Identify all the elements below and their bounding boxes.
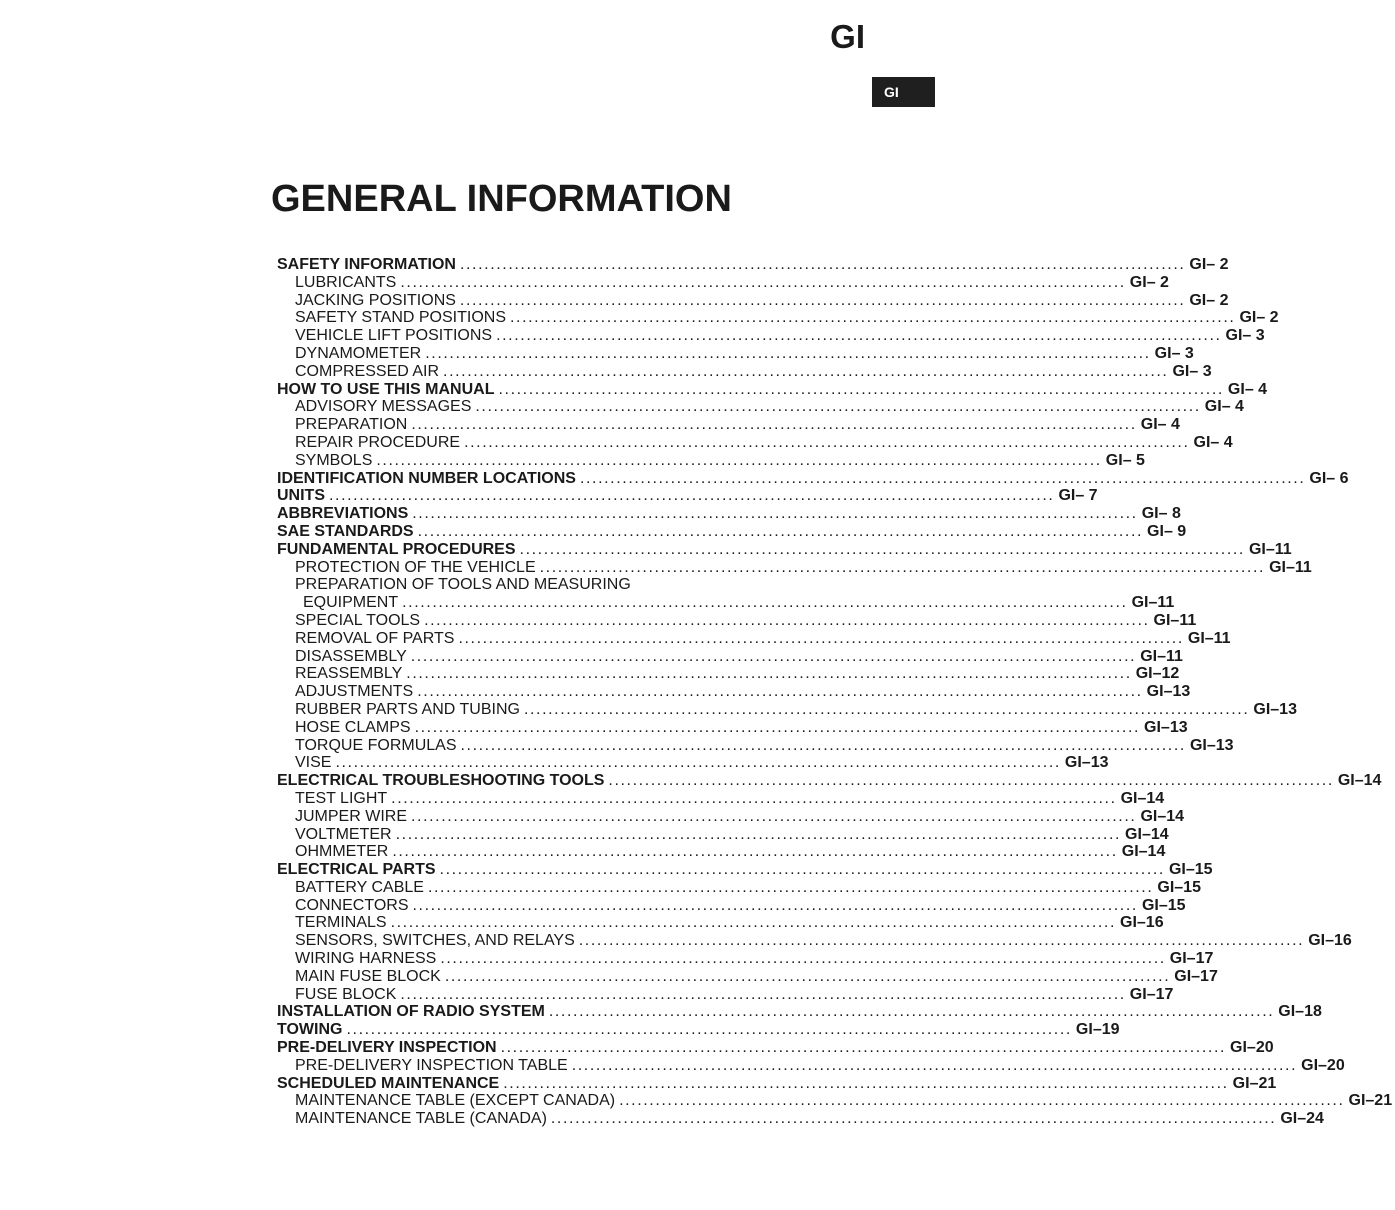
toc-entry-label: VISE [295,754,332,772]
toc-page-number: GI– 2 [1189,291,1229,309]
toc-entry-label: RUBBER PARTS AND TUBING [295,700,520,718]
toc-subsection-entry[interactable] [277,665,1180,683]
toc-entry-label: CONNECTORS [295,896,409,914]
toc-dot-leader: ........................................................................................................................ [410,647,1137,665]
toc-dot-leader: ........................................................................................................................ [392,843,1118,861]
toc-entry-label: MAINTENANCE TABLE (CANADA) [295,1110,547,1128]
toc-page-number: GI–11 [1131,594,1175,612]
toc-page-number: GI–14 [1120,789,1165,807]
toc-page-number: GI–17 [1129,985,1174,1003]
toc-entry-label: ELECTRICAL TROUBLESHOOTING TOOLS [277,772,605,790]
toc-dot-leader: ........................................................................................................................ [417,522,1144,540]
toc-entry-label: SAE STANDARDS [277,522,414,540]
toc-section-entry[interactable] [277,487,1098,505]
toc-subsection-entry[interactable] [277,416,1180,434]
toc-subsection-entry[interactable] [277,718,1188,737]
toc-dot-leader: ........................................................................................................................ [402,594,1128,612]
toc-dot-leader: ........................................................................................................................ [376,451,1102,469]
toc-page-number: GI–14 [1125,825,1169,843]
toc-subsection-entry[interactable] [277,825,1169,844]
toc-dot-leader: ........................................................................................................................ [346,1021,1072,1039]
toc-section-entry[interactable] [277,540,1292,559]
toc-entry-label: LUBRICANTS [295,273,397,291]
toc-subsection-entry[interactable] [277,327,1265,345]
toc-subsection-entry[interactable] [277,1092,1393,1110]
toc-page-number: GI–24 [1280,1110,1324,1128]
toc-subsection-entry[interactable] [277,1056,1345,1075]
toc-page-number: GI–21 [1348,1092,1393,1110]
toc-entry-label: MAIN FUSE BLOCK [295,967,441,985]
toc-subsection-entry[interactable] [277,683,1191,701]
toc-section-entry[interactable] [277,256,1229,274]
toc-dot-leader: ........................................................................................................................ [539,558,1266,576]
toc-page-number: GI–13 [1253,700,1297,718]
toc-dot-leader: ........................................................................................................................ [329,487,1055,505]
section-tab-marker[interactable] [872,77,935,107]
toc-page-number: GI–15 [1141,896,1186,914]
toc-dot-leader: ........................................................................................................................ [391,789,1117,807]
toc-page-number: GI– 4 [1227,380,1268,398]
toc-page-number: GI–12 [1135,665,1180,683]
toc-subsection-entry[interactable] [277,807,1185,826]
toc-subsection-entry[interactable] [277,985,1174,1004]
toc-subsection-entry[interactable] [277,398,1244,416]
toc-entry-label: DISASSEMBLY [295,647,407,665]
toc-entry-label: DYNAMOMETER [295,344,422,362]
toc-entry-label: SYMBOLS [295,451,373,469]
toc-page-number: GI– 4 [1204,398,1244,416]
toc-dot-leader: ........................................................................................................................ [459,256,1186,273]
toc-subsection-entry[interactable] [277,451,1145,470]
toc-dot-leader: ........................................................................................................................ [464,433,1190,451]
toc-entry-label: TORQUE FORMULAS [295,736,457,754]
toc-subsection-entry[interactable] [277,273,1169,292]
section-code-label: GI [830,18,865,55]
toc-page-number: GI–20 [1230,1039,1274,1057]
page-title: GENERAL INFORMATION [271,178,732,220]
toc-entry-label: SENSORS, SWITCHES, AND RELAYS [295,932,575,950]
toc-subsection-entry[interactable] [277,843,1166,861]
toc-page-number: GI–15 [1168,861,1213,879]
toc-subsection-entry[interactable] [277,736,1234,755]
toc-subsection-entry[interactable] [277,950,1214,968]
toc-dot-leader: ........................................................................................................................ [440,950,1166,968]
toc-page-number: GI–17 [1169,950,1214,968]
toc-dot-leader: ........................................................................................................................ [417,683,1143,701]
toc-section-entry[interactable] [277,1074,1277,1093]
toc-page-number: GI–13 [1144,718,1188,736]
toc-entry-label: IDENTIFICATION NUMBER LOCATIONS [277,469,576,487]
toc-dot-leader: ........................................................................................................................ [390,914,1117,932]
toc-entry-label: PREPARATION [295,416,408,434]
toc-entry-label: OHMMETER [295,843,389,861]
toc-page-number: GI–13 [1064,754,1109,772]
toc-subsection-entry[interactable] [277,611,1197,630]
toc-section-entry[interactable] [277,861,1213,879]
toc-dot-leader: ........................................................................................................................ [548,1003,1275,1021]
toc-entry-label: VOLTMETER [295,825,392,843]
toc-dot-leader: ........................................................................................................................ [523,700,1250,718]
toc-entry-label: SPECIAL TOOLS [295,611,421,629]
toc-dot-leader: ........................................................................................................................ [411,416,1137,434]
toc-dot-leader: ........................................................................................................................ [443,362,1169,380]
toc-entry-label: MAINTENANCE TABLE (EXCEPT CANADA) [295,1092,616,1110]
toc-page-number: GI– 9 [1147,522,1187,540]
toc-entry-label: TERMINALS [295,914,387,932]
toc-page-number: GI– 6 [1309,469,1349,487]
toc-page-number: GI– 2 [1239,309,1279,327]
toc-dot-leader: ........................................................................................................................ [400,273,1126,291]
toc-section-entry[interactable] [277,469,1349,488]
toc-subsection-entry[interactable] [277,878,1201,897]
toc-section-entry[interactable] [277,380,1268,399]
toc-subsection-entry[interactable] [277,291,1229,310]
toc-page-number: GI– 8 [1141,505,1181,523]
toc-entry-label: REPAIR PROCEDURE [295,433,461,451]
toc-dot-leader: ........................................................................................................................ [475,398,1201,416]
toc-page-number: GI–16 [1120,914,1164,932]
toc-entry-label: ADVISORY MESSAGES [295,398,472,416]
toc-page-number: GI–13 [1189,736,1234,754]
toc-page-number: GI–14 [1140,807,1185,825]
toc-dot-leader: ........................................................................................................................ [411,807,1137,825]
toc-entry-label: PRE-DELIVERY INSPECTION [277,1039,497,1057]
toc-page-number: GI– 4 [1140,416,1180,434]
toc-page-number: GI–15 [1157,878,1201,896]
toc-dot-leader: ........................................................................................................................ [412,505,1138,523]
toc-dot-leader: ........................................................................................................................ [510,309,1236,327]
toc-dot-leader: ........................................................................................................................ [498,380,1224,398]
toc-page-number: GI–11 [1248,540,1292,558]
toc-dot-leader: ........................................................................................................................ [458,629,1184,647]
toc-subsection-entry[interactable] [277,789,1165,808]
toc-subsection-entry[interactable] [277,1110,1324,1128]
toc-subsection-entry[interactable] [277,576,701,594]
toc-entry-label: PROTECTION OF THE VEHICLE [295,558,536,576]
toc-subsection-entry[interactable] [277,932,1352,950]
toc-page-number: GI– 3 [1225,327,1265,345]
toc-dot-leader: ........................................................................................................................ [571,1056,1298,1074]
toc-page-number: GI– 4 [1193,433,1233,451]
toc-dot-leader: ........................................................................................................................ [444,967,1171,985]
toc-entry-label: TEST LIGHT [295,789,388,807]
toc-dot-leader: ........................................................................................................................ [578,932,1305,950]
toc-dot-leader: ........................................................................................................................ [496,327,1222,345]
toc-subsection-entry[interactable] [277,647,1183,666]
toc-dot-leader: ........................................................................................................................ [608,772,1334,790]
toc-dot-leader: ........................................................................................................................ [503,1074,1229,1092]
toc-subsection-entry[interactable] [277,309,1279,327]
toc-subsection-entry[interactable] [277,433,1233,452]
toc-entry-label: WIRING HARNESS [295,950,437,968]
toc-dot-leader: ........................................................................................................................ [579,469,1306,487]
toc-page-number: GI–11 [1269,558,1312,576]
toc-section-entry[interactable] [277,772,1382,790]
toc-page-number: GI–11 [1140,647,1183,665]
toc-page-number: GI–13 [1146,683,1191,701]
toc-dot-leader: ........................................................................................................................ [414,718,1141,736]
toc-page-number: GI–18 [1278,1003,1322,1021]
toc-section-entry[interactable] [277,1039,1274,1057]
toc-page-number: GI– 5 [1105,451,1145,469]
table-of-contents [277,256,1393,1128]
toc-entry-label: BATTERY CABLE [295,878,424,896]
toc-entry-label: FUSE BLOCK [295,985,397,1003]
toc-entry-label: PREPARATION OF TOOLS AND MEASURING [295,576,631,594]
toc-dot-leader: ........................................................................................................................ [439,861,1165,879]
toc-page-number: GI–21 [1232,1074,1277,1092]
toc-entry-label: VEHICLE LIFT POSITIONS [295,327,493,345]
toc-entry-label: HOSE CLAMPS [295,718,411,736]
toc-page-number: GI–17 [1174,967,1218,985]
toc-subsection-entry[interactable] [277,594,1175,612]
toc-page-number: GI–11 [1187,629,1231,647]
toc-dot-leader: ........................................................................................................................ [619,1092,1345,1110]
toc-dot-leader: ........................................................................................................................ [395,825,1122,843]
toc-subsection-entry[interactable] [277,558,1312,577]
toc-page-number: GI–16 [1308,932,1352,950]
toc-page-number: GI– 3 [1154,344,1194,362]
toc-dot-leader: ........................................................................................................................ [424,611,1150,629]
toc-page-number: GI– 3 [1172,362,1212,380]
toc-dot-leader: ........................................................................................................................ [425,344,1151,362]
toc-entry-label: JACKING POSITIONS [295,291,456,309]
toc-dot-leader: ........................................................................................................................ [427,878,1154,896]
toc-subsection-entry[interactable] [277,629,1231,648]
toc-subsection-entry[interactable] [277,362,1212,381]
toc-entry-label: FUNDAMENTAL PROCEDURES [277,540,516,558]
toc-page-number: GI–20 [1301,1056,1345,1074]
toc-section-entry[interactable] [277,505,1181,523]
toc-subsection-entry[interactable] [277,344,1194,363]
toc-entry-label: REMOVAL OF PARTS [295,629,455,647]
toc-dot-leader: ........................................................................................................................ [406,665,1132,683]
toc-entry-label: SAFETY INFORMATION [277,256,456,273]
toc-dot-leader: ........................................................................................................................ [335,754,1061,772]
toc-entry-label: ABBREVIATIONS [277,505,409,523]
section-tab-label: GI [884,84,899,100]
toc-page-number: GI–19 [1075,1021,1120,1039]
toc-entry-label: HOW TO USE THIS MANUAL [277,380,495,398]
toc-entry-label: REASSEMBLY [295,665,403,683]
toc-subsection-entry[interactable] [277,700,1297,719]
toc-page-number: GI–11 [1153,611,1197,629]
toc-section-entry[interactable] [277,1021,1120,1039]
toc-entry-label: ADJUSTMENTS [295,683,414,701]
toc-page-number: GI– 2 [1189,256,1229,273]
toc-page-number: GI– 7 [1058,487,1098,505]
toc-entry-label: EQUIPMENT [303,594,399,612]
toc-section-entry[interactable] [277,522,1187,541]
toc-subsection-entry[interactable] [277,754,1109,772]
toc-entry-label: SCHEDULED MAINTENANCE [277,1074,500,1092]
toc-entry-label: SAFETY STAND POSITIONS [295,309,506,327]
toc-entry-label: ELECTRICAL PARTS [277,861,436,879]
toc-page-number: GI–14 [1337,772,1382,790]
toc-entry-label: COMPRESSED AIR [295,362,440,380]
toc-page-number: GI– 2 [1129,273,1169,291]
toc-dot-leader: ........................................................................................................................ [460,736,1186,754]
toc-subsection-entry[interactable] [277,896,1186,915]
toc-dot-leader: ........................................................................................................................ [500,1039,1227,1057]
toc-dot-leader: ........................................................................................................................ [519,540,1245,558]
toc-section-entry[interactable] [277,1003,1322,1021]
toc-dot-leader: ........................................................................................................................ [400,985,1126,1003]
toc-entry-label: JUMPER WIRE [295,807,407,825]
toc-entry-label: INSTALLATION OF RADIO SYSTEM [277,1003,545,1021]
toc-page-number: GI–14 [1121,843,1166,861]
toc-entry-label: TOWING [277,1021,343,1039]
toc-subsection-entry[interactable] [277,914,1164,932]
toc-dot-leader: ........................................................................................................................ [550,1110,1277,1128]
toc-dot-leader: ........................................................................................................................ [459,291,1186,309]
toc-entry-label: UNITS [277,487,325,505]
toc-entry-label: PRE-DELIVERY INSPECTION TABLE [295,1056,568,1074]
toc-dot-leader: ........................................................................................................................ [412,896,1138,914]
toc-subsection-entry[interactable] [277,967,1218,986]
